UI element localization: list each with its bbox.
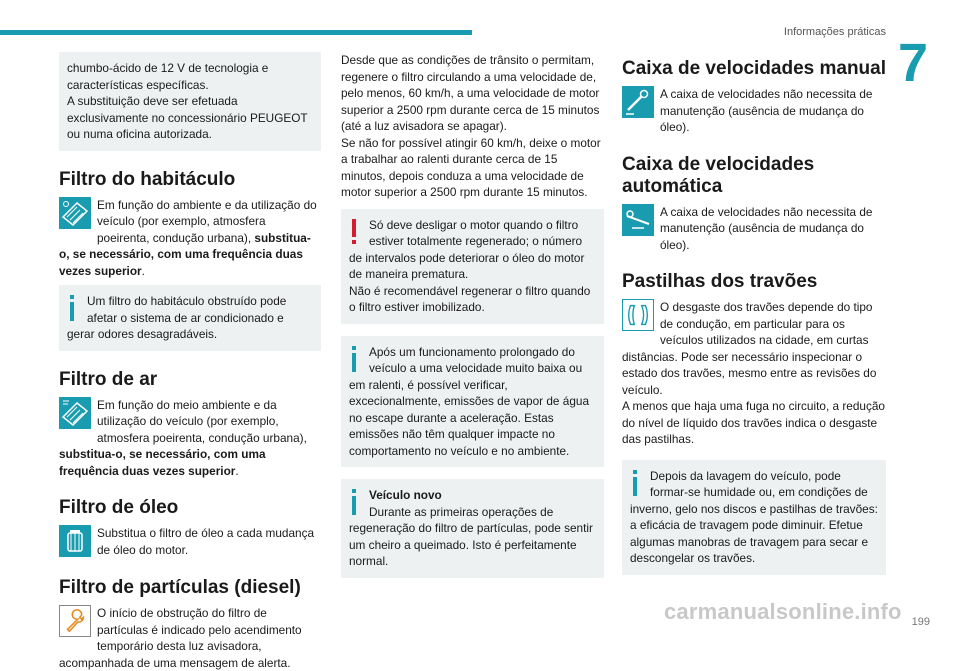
manual-gearbox-icon bbox=[622, 86, 654, 118]
info-box-low-speed bbox=[341, 336, 604, 468]
warning-box bbox=[341, 209, 604, 324]
new-vehicle-title: Veículo novo bbox=[369, 488, 442, 502]
oil-filter-icon bbox=[59, 525, 91, 557]
regeneration-paragraph-1: Desde que as condições de trânsito o permitam, regenere o filtro circulando a uma velocidade de, pelo menos, 60 km/h, a uma velocidade de motor superior a 2500 rpm durante cerca de 15 minutos (até a luz avisadora se apagar). bbox=[341, 53, 600, 133]
brake-info-box bbox=[622, 460, 886, 575]
watermark: carmanualsonline.info bbox=[664, 599, 902, 624]
manual-gearbox-section bbox=[622, 86, 886, 136]
oil-filter-text: Substitua o filtro de óleo a cada mudança de óleo do motor. bbox=[97, 526, 315, 557]
particle-filter-title: Filtro de partículas (diesel) bbox=[59, 577, 301, 598]
warning-line-1: Só deve desligar o motor quando o filtro estiver totalmente regenerado; o número de intervalos pode deteriorar o óleo do motor de maneira prematura. bbox=[349, 217, 585, 281]
cabin-filter-info-box bbox=[59, 285, 321, 351]
particle-filter-text: O início de obstrução do filtro de partículas é indicado pelo acendimento temporário desta luz avisadora, acompanhada de uma mensagem de alerta. bbox=[59, 606, 302, 670]
battery-note-box bbox=[59, 52, 321, 151]
cabin-filter-text-bold: substitua-o, se necessário, com uma frequência duas vezes superior bbox=[59, 230, 311, 278]
brake-pads-paragraph-2: A menos que haja uma fuga no circuito, a redução do nível de líquido dos travões indica o desgaste das pastilhas. bbox=[622, 399, 885, 446]
battery-note-line-1: chumbo-ácido de 12 V de tecnologia e características específicas. bbox=[67, 61, 269, 92]
auto-gearbox-text: A caixa de velocidades não necessita de manutenção (ausência de mudança do óleo). bbox=[660, 204, 873, 252]
new-vehicle-text: Durante as primeiras operações de regeneração do filtro de partículas, pode sentir um cheiro a queimado. Isto é perfeitamente normal. bbox=[349, 504, 593, 568]
air-filter-text-bold: substitua-o, se necessário, com uma frequência duas vezes superior bbox=[59, 447, 266, 478]
oil-filter-section bbox=[59, 525, 321, 559]
info-box-new-vehicle bbox=[341, 479, 604, 578]
battery-note-line-2: A substituição deve ser efetuada exclusivamente no concessionário PEUGEOT ou numa oficina autorizada. bbox=[67, 94, 308, 141]
air-filter-icon bbox=[59, 397, 91, 429]
brake-pads-icon bbox=[622, 299, 654, 331]
cabin-filter-title: Filtro do habitáculo bbox=[59, 168, 236, 190]
manual-gearbox-title: Caixa de velocidades manual bbox=[622, 58, 887, 79]
air-filter-section bbox=[59, 397, 321, 480]
info-icon bbox=[630, 470, 640, 496]
auto-gearbox-title: Caixa de velocidades automática bbox=[622, 153, 815, 197]
manual-gearbox-text: A caixa de velocidades não necessita de manutenção (ausência de mudança do óleo). bbox=[660, 87, 873, 134]
page-number: 199 bbox=[911, 616, 930, 628]
regeneration-paragraph-2: Se não for possível atingir 60 km/h, deixe o motor a trabalhar ao ralenti durante cerca de 15 minutos, depois conduza a uma velocidade de motor superior a 2500 rpm durante 15 minutos. bbox=[341, 135, 601, 199]
auto-gearbox-section bbox=[622, 204, 886, 254]
particle-filter-section bbox=[59, 605, 321, 671]
auto-gearbox-icon bbox=[622, 204, 654, 236]
brake-pads-paragraph-1: O desgaste dos travões depende do tipo de condução, em particular para os veículos utilizados na cidade, em curtas distâncias. Pode ser necessário inspecionar o estado dos travões, mesmo entre as revisões do veículo. bbox=[622, 300, 877, 397]
cabin-filter-section bbox=[59, 197, 321, 280]
info-icon bbox=[67, 295, 77, 321]
oil-filter-title: Filtro de óleo bbox=[59, 497, 179, 518]
info-icon bbox=[349, 489, 359, 515]
air-filter-text-end: . bbox=[235, 463, 239, 478]
brake-pads-section bbox=[622, 299, 886, 448]
brake-pads-title: Pastilhas dos travões bbox=[622, 271, 818, 292]
cabin-filter-text: Em função do ambiente e da utilização do veículo (por exemplo, atmosfera poeirenta, condução urbana), bbox=[97, 197, 317, 245]
chapter-number: 7 bbox=[898, 33, 929, 93]
info-icon bbox=[349, 346, 359, 372]
header-accent-bar bbox=[0, 30, 472, 35]
column-3 bbox=[622, 52, 886, 587]
column-1 bbox=[59, 52, 321, 671]
cabin-filter-icon bbox=[59, 197, 91, 229]
air-filter-text: Em função do meio ambiente e da utilização do veículo (por exemplo, atmosfera poeirenta, condução urbana), bbox=[97, 397, 307, 445]
brake-info-text: Depois da lavagem do veículo, pode formar-se humidade ou, em condições de inverno, gelo nos discos e pastilhas de travões: a eficácia de travagem pode diminuir. Efetue algumas manobras de travagem para secar e descongelar os travões. bbox=[630, 468, 878, 565]
column-2 bbox=[341, 52, 604, 590]
warning-icon bbox=[349, 219, 359, 245]
cabin-filter-text-end: . bbox=[141, 263, 145, 278]
air-filter-title: Filtro de ar bbox=[59, 368, 158, 390]
warning-line-2: Não é recomendável regenerar o filtro quando o filtro estiver imobilizado. bbox=[349, 283, 591, 314]
wrench-warning-icon bbox=[59, 605, 91, 637]
section-title: Informações práticas bbox=[783, 26, 886, 38]
low-speed-info-text: Após um funcionamento prolongado do veículo a uma velocidade muito baixa ou em ralenti, é possível verificar, excecionalmente, emissões de vapor de água no escape durante a aceleração. Estas emissões não têm qualquer impacte no comportamento no veículo e no ambiente. bbox=[349, 344, 590, 458]
cabin-filter-info-text: Um filtro do habitáculo obstruído pode afetar o sistema de ar condicionado e gerar odores desagradáveis. bbox=[67, 294, 287, 341]
